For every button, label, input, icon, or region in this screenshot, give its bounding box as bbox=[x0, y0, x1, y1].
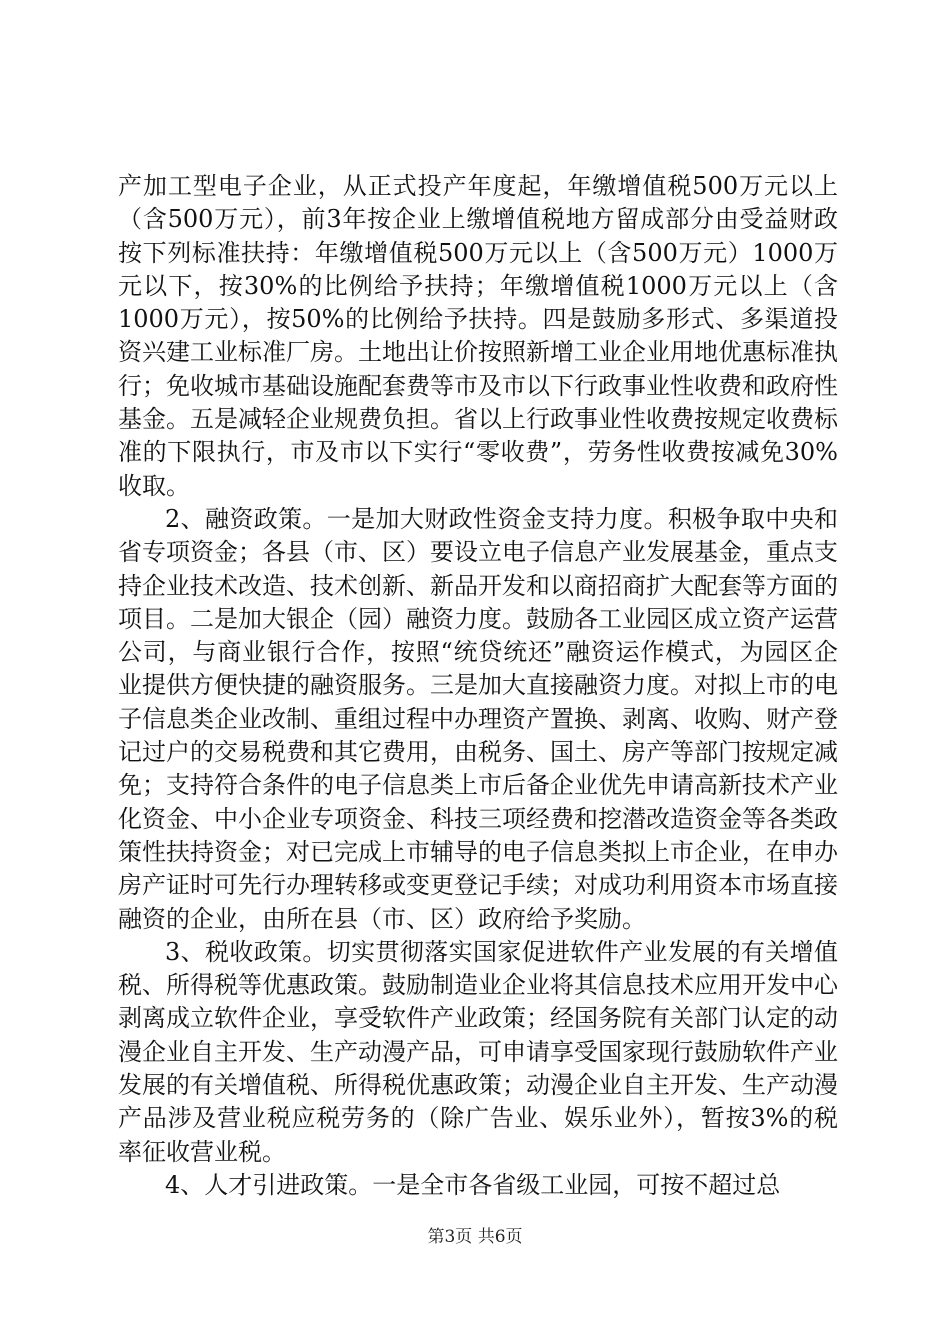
paragraph-tax-policy: 3、税收政策。切实贯彻落实国家促进软件产业发展的有关增值税、所得税等优惠政策。鼓励制造业企业将其信息技术应用开发中心剥离成立软件企业，享受软件产业政策；经国务院有关部门认定的动漫企业自主开发、生产动漫产品，可申请享受国家现行鼓励软件产业发展的有关增值税、所得税优惠政策；动漫企业自主开发、生产动漫产品涉及营业税应税劳务的（除广告业、娱乐业外），暂按3%的税率征收营业税。 bbox=[118, 937, 838, 1166]
paragraph-preferential-policies-continued: 产加工型电子企业，从正式投产年度起，年缴增值税500万元以上（含500万元），前3年按企业上缴增值税地方留成部分由受益财政按下列标准扶持：年缴增值税500万元以上（含500万元）1000万元以下，按30%的比例给予扶持；年缴增值税1000万元以上（含1000万元），按50%的比例给予扶持。四是鼓励多形式、多渠道投资兴建工业标准厂房。土地出让价按照新增工业企业用地优惠标准执行；免收城市基础设施配套费等市及市以下行政事业性收费和政府性基金。五是减轻企业规费负担。省以上行政事业性收费按规定收费标准的下限执行，市及市以下实行“零收费”，劳务性收费按减免30%收取。 bbox=[118, 172, 838, 500]
document-body bbox=[118, 170, 838, 1202]
paragraph-talent-policy: 4、人才引进政策。一是全市各省级工业园，可按不超过总 bbox=[165, 1170, 781, 1199]
page-number-footer: 第3页 共6页 bbox=[427, 1227, 523, 1247]
paragraph-financing-policy: 2、融资政策。一是加大财政性资金支持力度。积极争取中央和省专项资金；各县（市、区）要设立电子信息产业发展基金，重点支持企业技术改造、技术创新、新品开发和以商招商扩大配套等方面的项目。二是加大银企（园）融资力度。鼓励各工业园区成立资产运营公司，与商业银行合作，按照“统贷统还”融资运作模式，为园区企业提供方便快捷的融资服务。三是加大直接融资力度。对拟上市的电子信息类企业改制、重组过程中办理资产置换、剥离、收购、财产登记过户的交易税费和其它费用，由税务、国土、房产等部门按规定减免；支持符合条件的电子信息类上市后备企业优先申请高新技术产业化资金、中小企业专项资金、科技三项经费和挖潜改造资金等各类政策性扶持资金；对已完成上市辅导的电子信息类拟上市企业，在申办房产证时可先行办理转移或变更登记手续；对成功利用资本市场直接融资的企业，由所在县（市、区）政府给予奖励。 bbox=[118, 504, 838, 933]
